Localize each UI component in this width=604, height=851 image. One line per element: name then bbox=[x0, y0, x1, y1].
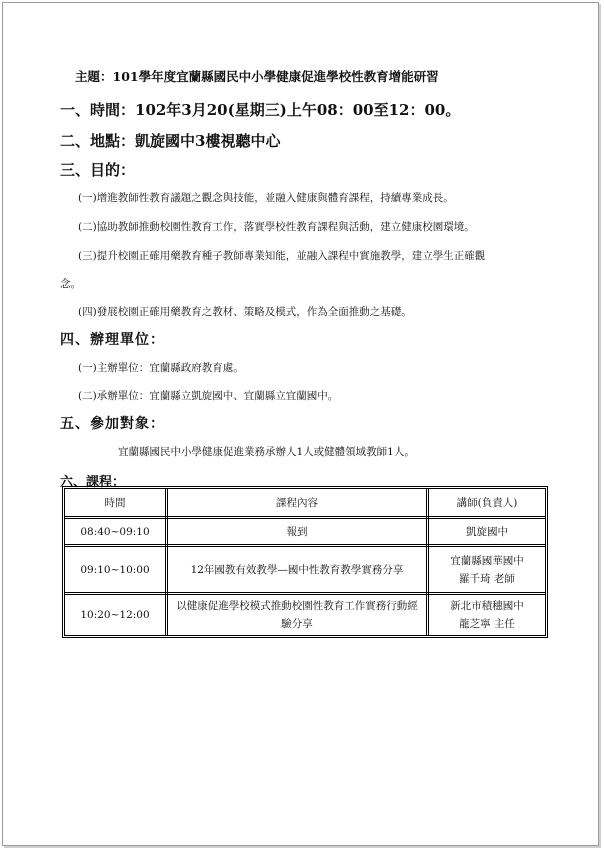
target-text: 宜蘭縣國民中小學健康促進業務承辦人1人或健體領域教師1人。 bbox=[118, 446, 415, 458]
speaker-org: 宜蘭縣國華國中 bbox=[450, 554, 524, 567]
row-time: 08:40~09:10 bbox=[80, 525, 150, 538]
header-time: 時間 bbox=[104, 496, 126, 509]
row-time: 09:10~10:00 bbox=[80, 563, 150, 576]
location-line: 二、地點：凱旋國中3樓視聽中心 bbox=[60, 132, 281, 150]
row-speaker bbox=[429, 595, 545, 635]
purpose-item: (一)增進教師性教育議題之觀念與技能，並融入健康與體育課程，持續專業成長。 bbox=[78, 192, 454, 204]
target-heading: 五、參加對象： bbox=[60, 416, 165, 432]
speaker-name: 羅千琦 老師 bbox=[459, 572, 515, 585]
header-speaker: 講師(負責人) bbox=[456, 496, 518, 509]
table-row bbox=[65, 595, 545, 635]
purpose-item: (四)發展校園正確用藥教育之教材、策略及模式，作為全面推動之基礎。 bbox=[78, 306, 412, 318]
table-row bbox=[65, 547, 545, 592]
speaker-name: 龍芝寧 主任 bbox=[459, 618, 515, 630]
purpose-item-continuation: 念。 bbox=[60, 278, 81, 290]
time-line: 一、時間：102年3月20(星期三)上午08：00至12：00。 bbox=[60, 101, 461, 119]
row-content: 報到 bbox=[286, 525, 308, 538]
course-heading: 六、課程： bbox=[60, 475, 126, 490]
row-speaker: 凱旋國中 bbox=[466, 525, 508, 538]
header-content: 課程內容 bbox=[276, 496, 318, 509]
row-content: 以健康促進學校模式推動校園性教育工作實務行動經驗分享 bbox=[176, 600, 418, 630]
row-content: 12年國教有效教學—國中性教育教學實務分享 bbox=[190, 563, 404, 576]
units-heading: 四、辦理單位： bbox=[60, 332, 165, 348]
course-table bbox=[62, 486, 548, 638]
document-title: 主題：101學年度宜蘭縣國民中小學健康促進學校性教育增能研習 bbox=[75, 69, 439, 84]
row-speaker bbox=[429, 547, 545, 592]
speaker-org: 新北市積穗國中 bbox=[450, 600, 524, 612]
units-item: (二)承辦單位：宜蘭縣立凱旋國中、宜蘭縣立宜蘭國中。 bbox=[78, 390, 339, 402]
row-time: 10:20~12:00 bbox=[80, 609, 150, 621]
table-row bbox=[65, 519, 545, 544]
units-item: (一)主辦單位：宜蘭縣政府教育處。 bbox=[78, 362, 244, 374]
purpose-heading: 三、目的： bbox=[60, 161, 136, 179]
table-header-row bbox=[65, 489, 545, 516]
purpose-item: (二)協助教師推動校園性教育工作，落實學校性教育課程與活動，建立健康校園環境。 bbox=[78, 221, 475, 233]
purpose-item: (三)提升校園正確用藥教育種子教師專業知能，並融入課程中實施教學，建立學生正確觀 bbox=[78, 250, 486, 262]
